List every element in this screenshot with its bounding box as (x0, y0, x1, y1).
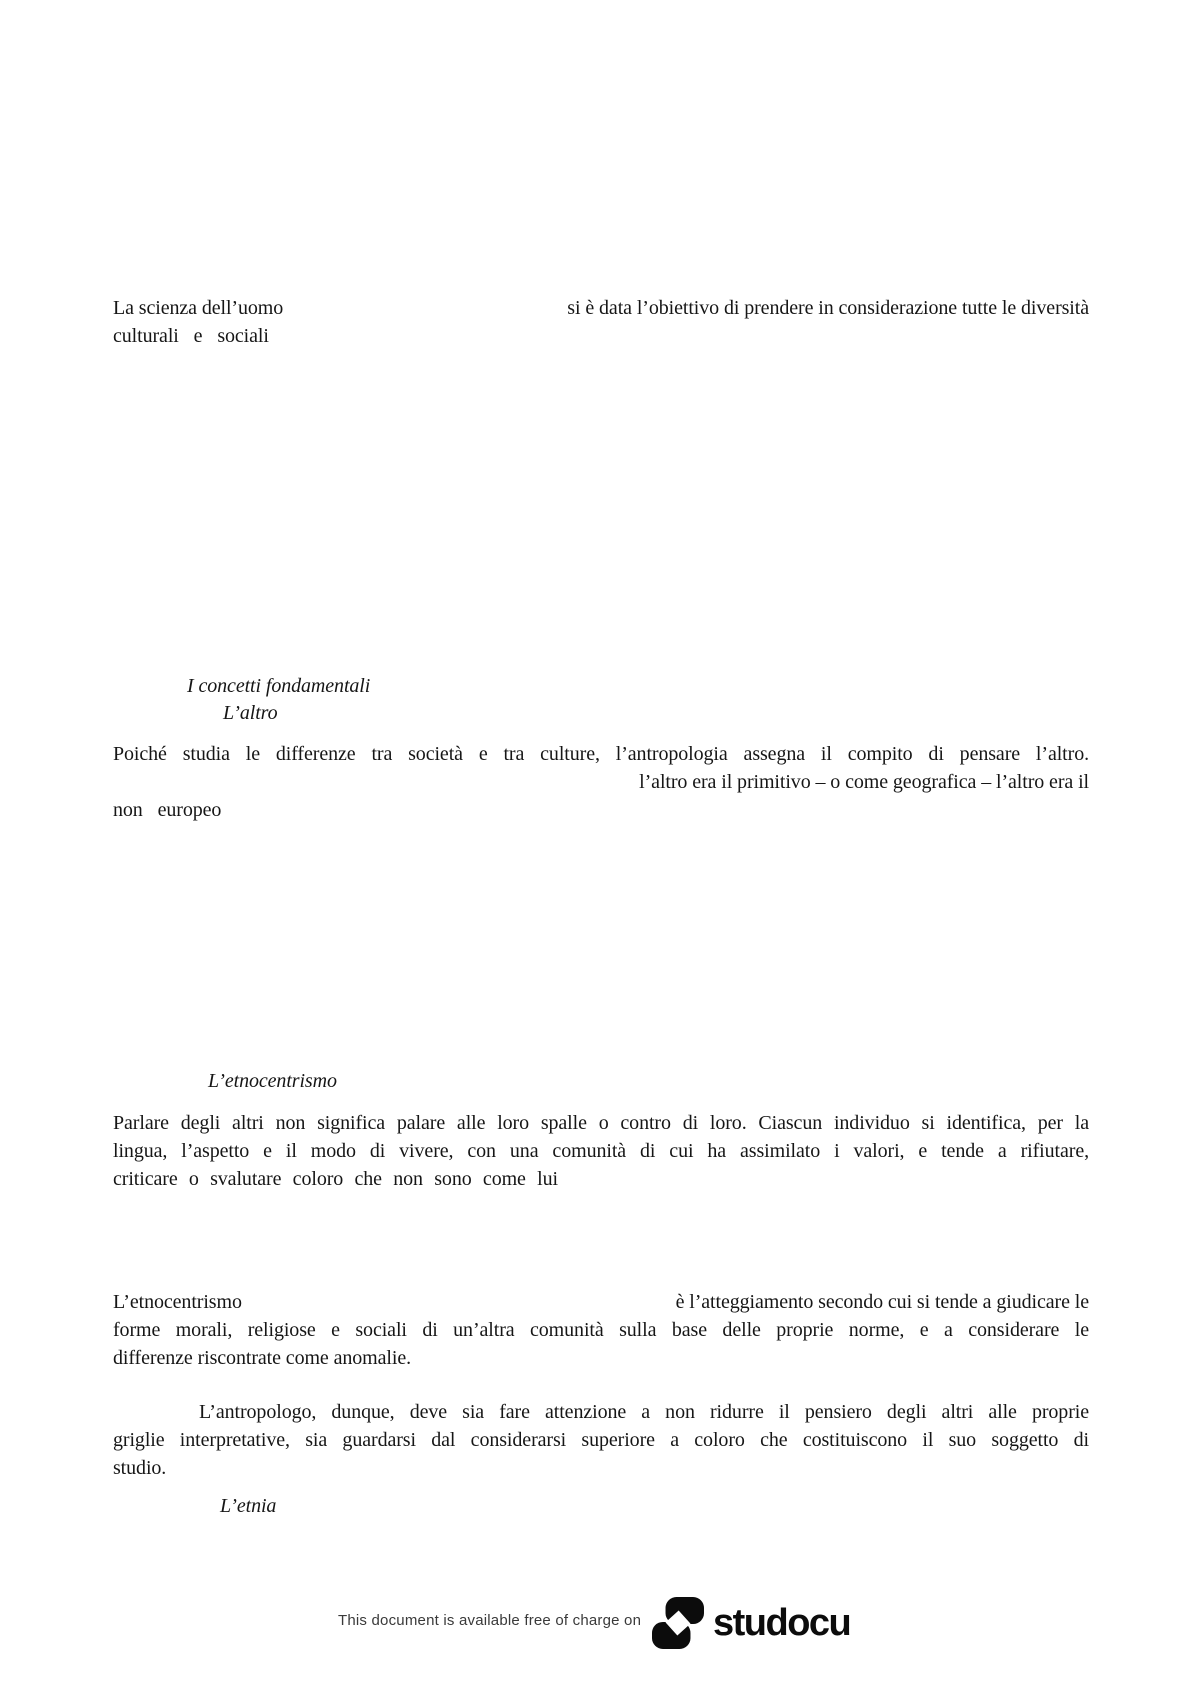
paragraph-1-line-2: culturali e sociali (113, 325, 269, 347)
paragraph-1-line-1 (113, 294, 1089, 322)
paragraph-3-line-3: criticare o svalutare coloro che non sono come lui (113, 1168, 558, 1190)
body-text: si è data l’obiettivo di prendere in considerazione tutte le diversità (567, 297, 1089, 319)
paragraph-4-line-1 (113, 1288, 1089, 1316)
heading-altro: L’altro (223, 702, 278, 724)
paragraph-5-line-1: L’antropologo, dunque, deve sia fare attenzione a non ridurre il pensiero degli altri alle proprie (199, 1401, 1089, 1423)
paragraph-3-line-1: Parlare degli altri non significa palare alle loro spalle o contro di loro. Ciascun individuo si identifica, per la (113, 1112, 1089, 1134)
studocu-wordmark: studocu (713, 1601, 851, 1644)
paragraph-2-line-2: l’altro era il primitivo – o come geografica – l’altro era il (639, 771, 1089, 793)
body-text: è l’atteggiamento secondo cui si tende a giudicare le (675, 1291, 1089, 1313)
body-text: L’etnocentrismo (113, 1291, 242, 1313)
paragraph-2-line-1: Poiché studia le differenze tra società e tra culture, l’antropologia assegna il compito di pensare l’altro. (113, 743, 1089, 765)
paragraph-3-line-2: lingua, l’aspetto e il modo di vivere, con una comunità di cui ha assimilato i valori, e tende a rifiutare, (113, 1140, 1089, 1162)
heading-etnocentrismo: L’etnocentrismo (208, 1070, 337, 1092)
paragraph-4-line-3: differenze riscontrate come anomalie. (113, 1347, 411, 1369)
paragraph-5-line-3: studio. (113, 1457, 167, 1479)
heading-concetti-fondamentali: I concetti fondamentali (187, 675, 371, 697)
body-text: La scienza dell’uomo (113, 297, 284, 319)
studocu-logo-link[interactable] (652, 1597, 850, 1649)
paragraph-4-line-2: forme morali, religiose e sociali di un’altra comunità sulla base delle proprie norme, e a considerare le (113, 1319, 1089, 1341)
heading-etnia: L’etnia (220, 1495, 277, 1517)
paragraph-2-line-3: non europeo (113, 799, 222, 821)
studocu-icon (652, 1597, 704, 1649)
paragraph-5-line-2: griglie interpretative, sia guardarsi dal considerarsi superiore a coloro che costituiscono il suo soggetto di (113, 1429, 1089, 1451)
footer-availability-note: This document is available free of charge on (338, 1612, 642, 1629)
